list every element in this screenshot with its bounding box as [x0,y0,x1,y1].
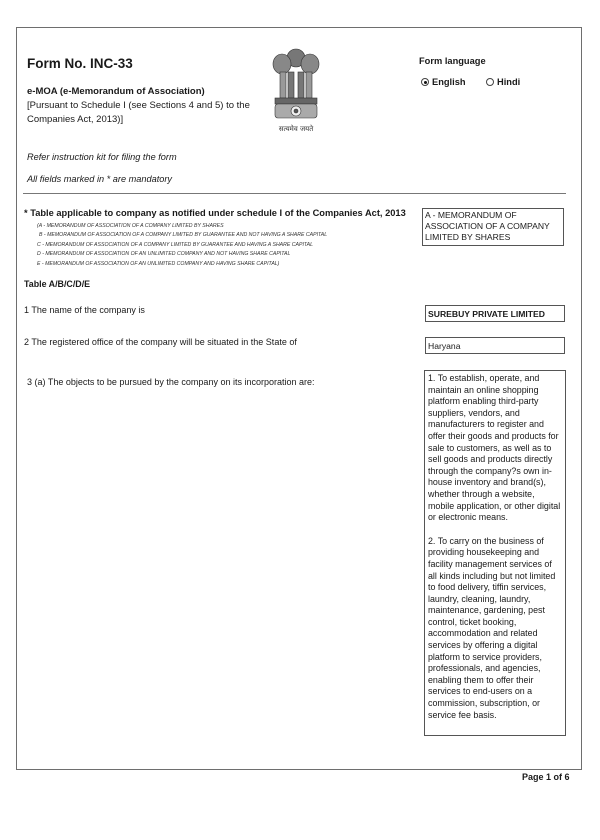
language-option-hindi[interactable] [486,77,520,87]
table-applicable-field[interactable]: A - MEMORANDUM OF ASSOCIATION OF A COMPANY LIMITED BY SHARES [422,208,564,246]
table-option-e: E - MEMORANDUM OF ASSOCIATION OF AN UNLIMITED COMPANY AND HAVING SHARE CAPITAL) [37,260,280,267]
form-title: e-MOA (e-Memorandum of Association) [27,86,205,97]
pursuant-note: [Pursuant to Schedule I (see Sections 4 and 5) to the Companies Act, 2013)] [27,100,250,125]
page-indicator: Page 1 of 6 [522,772,570,782]
divider [23,193,566,194]
emblem-caption: सत्यमेव जयते [278,125,314,133]
section-label: Table A/B/C/D/E [24,279,91,289]
table-option-b: B - MEMORANDUM OF ASSOCIATION OF A COMPANY LIMITED BY GUARANTEE AND NOT HAVING A SHARE CAPITAL [39,232,328,239]
object-item: 2. To carry on the business of providing housekeeping and facility management services of all kinds including but not limited to food delivery, tiffin services, laundry, cleaning, laundry, maintenance, gardening, pest control, ticket booking, accommodation and related services by offering a digital platform to service providers, professionals, and agencies, enabling them to offer their services to end-users on a commission, subscription, or service fee basis. [428,535,556,720]
table-applicable-heading: * Table applicable to company as notified under schedule I of the Companies Act, 2013 [24,208,406,218]
company-name-field[interactable]: SUREBUY PRIVATE LIMITED [425,305,565,322]
registered-state-field[interactable]: Haryana [425,337,565,354]
mandatory-note: All fields marked in * are mandatory [27,174,173,184]
table-option-d: D - MEMORANDUM OF ASSOCIATION OF AN UNLIMITED COMPANY AND NOT HAVING SHARE CAPITAL [37,251,291,258]
language-option-english[interactable] [421,77,466,87]
radio-english[interactable] [421,78,429,86]
table-option-a: (A - MEMORANDUM OF ASSOCIATION OF A COMPANY LIMITED BY SHARES [37,223,224,229]
table-option-c: C - MEMORANDUM OF ASSOCIATION OF A COMPANY LIMITED BY GUARANTEE AND HAVING A SHARE CAPITAL [37,241,314,248]
registered-state-label: 2 The registered office of the company will be situated in the State of [24,337,297,347]
instruction-note: Refer instruction kit for filing the form [27,152,177,162]
form-number: Form No. INC-33 [27,56,133,71]
radio-english-label: English [432,77,466,87]
radio-hindi[interactable] [486,78,494,86]
radio-hindi-label: Hindi [497,77,521,87]
objects-label: 3 (a) The objects to be pursued by the company on its incorporation are: [27,377,315,387]
object-item: 1. To establish, operate, and maintain an online shopping platform enabling third-party suppliers, vendors, and manufacturers to register and offer their goods and products for sale to customers, as well as to sell goods and products directly through the company?s own in-house inventory and brand(s), whether through a website, mobile application, or other digital or electronic means. [428,373,561,523]
objects-field[interactable] [424,370,566,736]
form-language-label: Form language [419,56,486,66]
national-emblem-icon [266,42,326,136]
table-options-list [37,222,327,269]
company-name-label: 1 The name of the company is [24,305,145,315]
